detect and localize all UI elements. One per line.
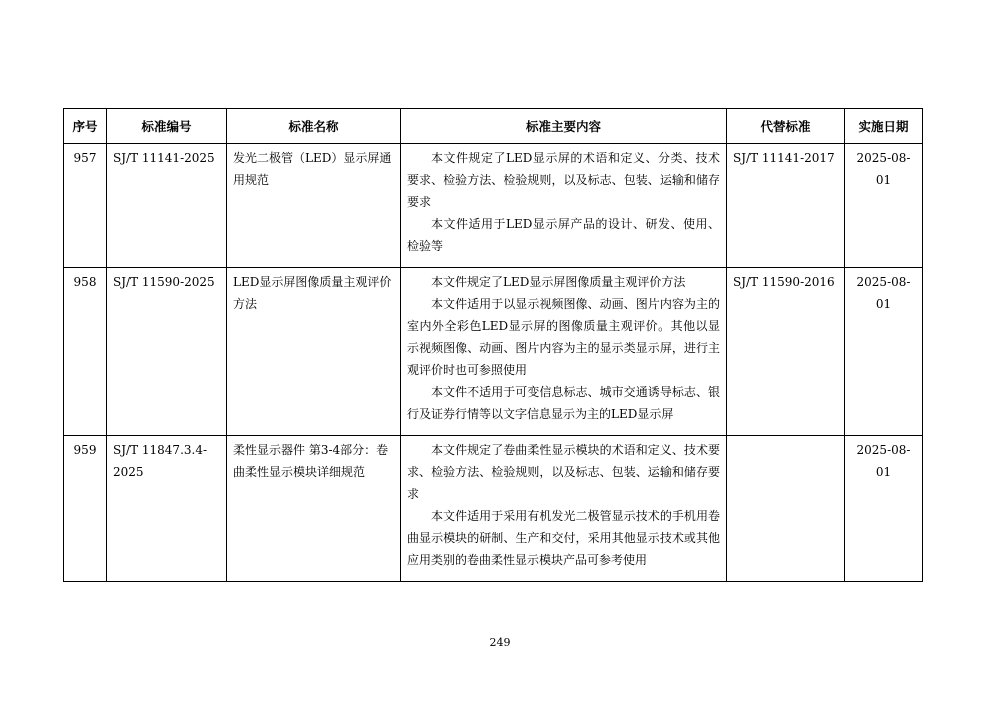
row-seq: 959 bbox=[64, 436, 107, 582]
row-date: 2025-08-01 bbox=[845, 436, 923, 582]
header-replaces: 代替标准 bbox=[727, 109, 845, 144]
row-name: 柔性显示器件 第3-4部分：卷曲柔性显示模块详细规范 bbox=[227, 436, 401, 582]
header-code: 标准编号 bbox=[107, 109, 227, 144]
row-code: SJ/T 11590-2025 bbox=[107, 268, 227, 436]
row-content bbox=[401, 144, 727, 268]
content-paragraph: 本文件适用于以显示视频图像、动画、图片内容为主的室内外全彩色LED显示屏的图像质量主观评价。其他以显示视频图像、动画、图片内容为主的显示类显示屏，进行主观评价时也可参照使用 bbox=[407, 297, 720, 377]
content-paragraph: 本文件规定了LED显示屏的术语和定义、分类、技术要求、检验方法、检验规则，以及标志、包装、运输和储存要求 bbox=[407, 151, 720, 209]
content-paragraph: 本文件适用于采用有机发光二极管显示技术的手机用卷曲显示模块的研制、生产和交付，采用其他显示技术或其他应用类别的卷曲柔性显示模块产品可参考使用 bbox=[407, 509, 720, 567]
row-content bbox=[401, 436, 727, 582]
standards-table bbox=[63, 108, 923, 582]
row-code: SJ/T 11847.3.4-2025 bbox=[107, 436, 227, 582]
row-seq: 957 bbox=[64, 144, 107, 268]
header-date: 实施日期 bbox=[845, 109, 923, 144]
header-content: 标准主要内容 bbox=[401, 109, 727, 144]
row-date: 2025-08-01 bbox=[845, 144, 923, 268]
table-row bbox=[64, 144, 923, 268]
row-date: 2025-08-01 bbox=[845, 268, 923, 436]
row-content bbox=[401, 268, 727, 436]
content-paragraph: 本文件不适用于可变信息标志、城市交通诱导标志、银行及证券行情等以文字信息显示为主的LED显示屏 bbox=[407, 385, 720, 421]
row-code: SJ/T 11141-2025 bbox=[107, 144, 227, 268]
page-number: 249 bbox=[489, 636, 511, 649]
row-name: LED显示屏图像质量主观评价方法 bbox=[227, 268, 401, 436]
content-paragraph: 本文件规定了LED显示屏图像质量主观评价方法 bbox=[431, 275, 686, 289]
row-replaces bbox=[727, 436, 845, 582]
row-name: 发光二极管（LED）显示屏通用规范 bbox=[227, 144, 401, 268]
row-replaces: SJ/T 11141-2017 bbox=[727, 144, 845, 268]
row-replaces: SJ/T 11590-2016 bbox=[727, 268, 845, 436]
content-paragraph: 本文件适用于LED显示屏产品的设计、研发、使用、检验等 bbox=[407, 217, 720, 253]
table-row bbox=[64, 436, 923, 582]
table-header-row bbox=[64, 109, 923, 144]
header-seq: 序号 bbox=[64, 109, 107, 144]
content-paragraph: 本文件规定了卷曲柔性显示模块的术语和定义、技术要求、检验方法、检验规则，以及标志、包装、运输和储存要求 bbox=[407, 443, 720, 501]
header-name: 标准名称 bbox=[227, 109, 401, 144]
row-seq: 958 bbox=[64, 268, 107, 436]
table-row bbox=[64, 268, 923, 436]
